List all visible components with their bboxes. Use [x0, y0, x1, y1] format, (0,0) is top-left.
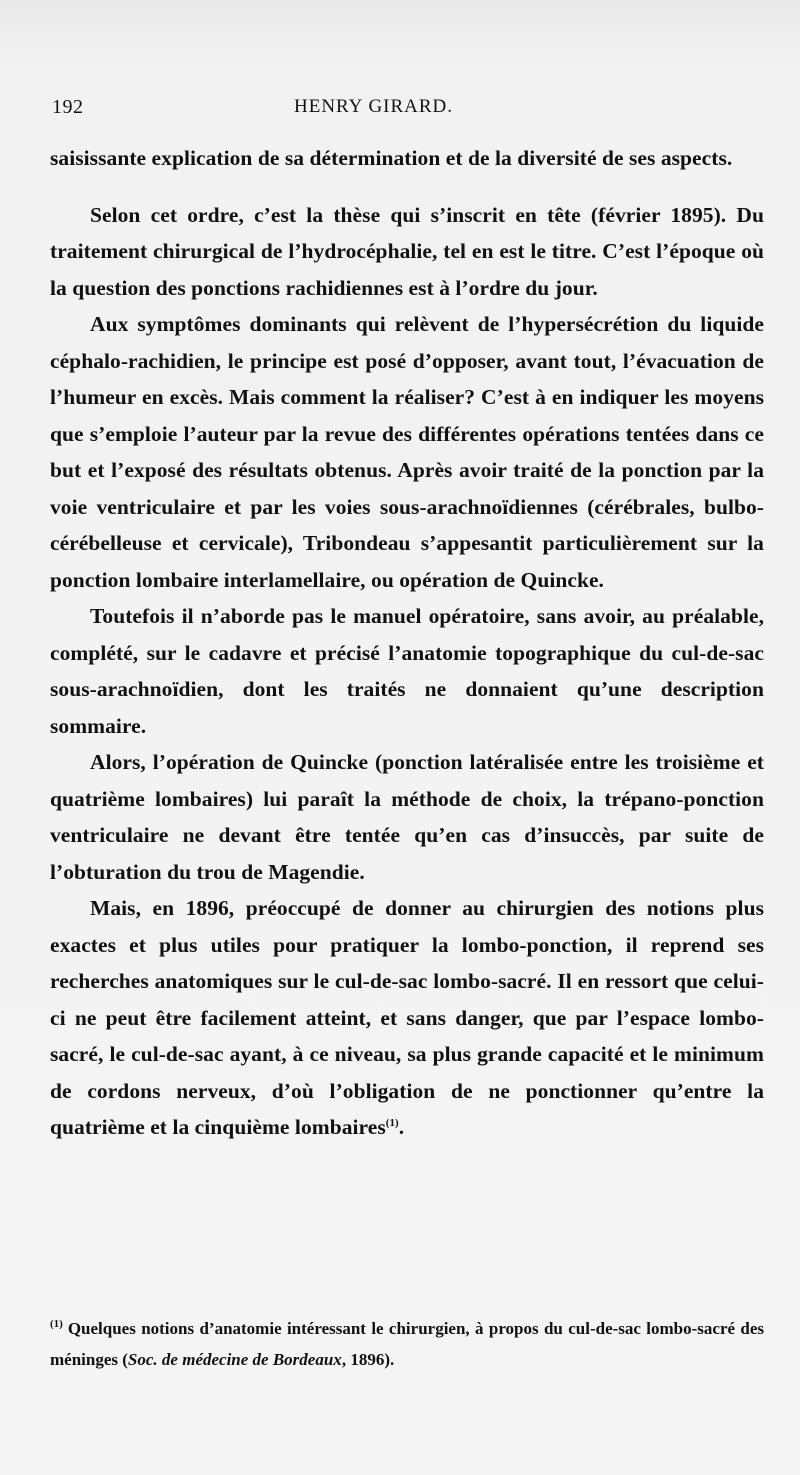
paragraph-4: Toutefois il n’aborde pas le manuel opératoire, sans avoir, au préalable, complété, sur le cadavre et précisé l’anatomie topographique du cul-de-sac sous-arachnoïdien, dont les traités ne donnaient qu’une description sommaire. [50, 604, 764, 738]
paragraph-6-text: Mais, en 1896, préoccupé de donner au chirurgien des notions plus exactes et plus utiles pour pratiquer la lombo-ponction, il reprend ses recherches anatomiques sur le cul-de-sac lombo-sacré. Il en ressort que celui-ci ne peut être facilement atteint, et sans danger, que par l’espace lombo-sacré, le cul-de-sac ayant, à ce niveau, sa plus grande capacité et le minimum de cordons nerveux, d’où l’obligation de ne ponctionner qu’entre la quatrième et la cinquième lombaires [50, 896, 764, 1139]
paragraph-6-end: . [398, 1115, 405, 1139]
paragraph-2: Selon cet ordre, c’est la thèse qui s’inscrit en tête (février 1895). Du traitement chirurgical de l’hydrocéphalie, tel en est le titre. C’est l’époque où la question des ponctions rachidiennes est à l’ordre du jour. [50, 202, 764, 300]
footnote [50, 1313, 764, 1375]
paragraph-5: Alors, l’opération de Quincke (ponction latéralisée entre les troisième et quatrième lombaires) lui paraît la méthode de choix, la trépano-ponction ventriculaire ne devant être tentée qu’en cas d’insuccès, par suite de l’obturation du trou de Magendie. [50, 750, 764, 884]
running-title: HENRY GIRARD. [294, 96, 454, 117]
paragraph-3: Aux symptômes dominants qui relèvent de l’hypersécrétion du liquide céphalo-rachidien, le principe est posé d’opposer, avant tout, l’évacuation de l’humeur en excès. Mais comment la réaliser? C’est à en indiquer les moyens que s’emploie l’auteur par la revue des différentes opérations tentées dans ce but et l’exposé des résultats obtenus. Après avoir traité de la ponction par la voie ventriculaire et par les voies sous-arachnoïdiennes (cérébrales, bulbo-cérébelleuse et cervicale), Tribondeau s’appesantit particulièrement sur la ponction lombaire interlamellaire, ou opération de Quincke. [50, 312, 764, 592]
footnote-text: Quelques notions d’anatomie intéressant le chirurgien, à propos du cul-de-sac lombo-sacré des méninges ( [50, 1319, 764, 1369]
main-text [50, 140, 764, 1146]
footnote-year: , 1896). [341, 1350, 395, 1369]
paragraph-1: saisissante explication de sa détermination et de la diversité de ses aspects. [50, 146, 733, 170]
footnote-mark: (1) [50, 1318, 63, 1331]
paragraph-6 [50, 890, 764, 1146]
page-number: 192 [52, 96, 84, 118]
footnote-reference: (1) [385, 1116, 399, 1129]
running-head [52, 96, 770, 122]
footnote-source: Soc. de médecine de Bordeaux [127, 1350, 342, 1369]
